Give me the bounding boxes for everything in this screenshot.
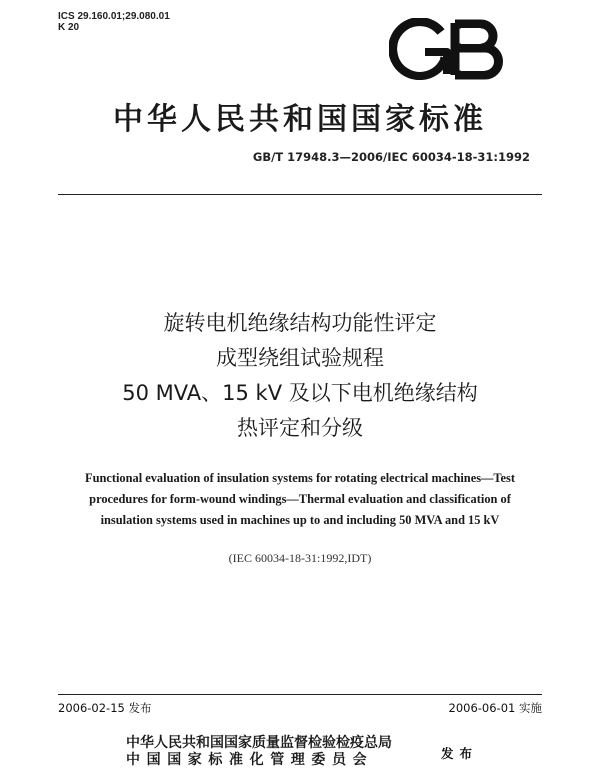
gb-logo xyxy=(389,18,511,80)
english-title xyxy=(56,468,544,531)
bottom-divider xyxy=(58,694,542,695)
top-divider xyxy=(58,194,542,195)
issuing-authorities xyxy=(126,735,392,769)
ccs-code: K 20 xyxy=(58,22,80,33)
ics-code: ICS 29.160.01;29.080.01 xyxy=(58,11,170,22)
standard-type-title: 中华人民共和国国家标准 xyxy=(113,102,487,137)
publish-label: 发布 xyxy=(441,746,479,761)
adoption-note: (IEC 60034-18-31:1992,IDT) xyxy=(228,551,372,565)
issuer-line: 中国国家标准化管理委员会 xyxy=(126,752,374,768)
english-title-line: procedures for form-wound windings—Thermal evaluation and classification of xyxy=(89,492,511,506)
issuer-line: 中华人民共和国国家质量监督检验检疫总局 xyxy=(126,735,392,751)
classification-codes xyxy=(58,11,170,33)
chinese-title-line: 50 MVA、15 kV 及以下电机绝缘结构 xyxy=(122,381,478,405)
chinese-title-line: 旋转电机绝缘结构功能性评定 xyxy=(163,311,437,335)
implementation-date: 2006-06-01 实施 xyxy=(448,701,542,715)
issue-date: 2006-02-15 发布 xyxy=(58,701,152,715)
standard-number: GB/T 17948.3—2006/IEC 60034-18-31:1992 xyxy=(252,150,530,164)
chinese-title-line: 热评定和分级 xyxy=(237,416,363,440)
chinese-title-line: 成型绕组试验规程 xyxy=(216,346,384,370)
english-title-line: insulation systems used in machines up to and including 50 MVA and 15 kV xyxy=(100,513,500,527)
chinese-title xyxy=(0,306,600,446)
english-title-line: Functional evaluation of insulation systems for rotating electrical machines—Test xyxy=(85,471,515,485)
